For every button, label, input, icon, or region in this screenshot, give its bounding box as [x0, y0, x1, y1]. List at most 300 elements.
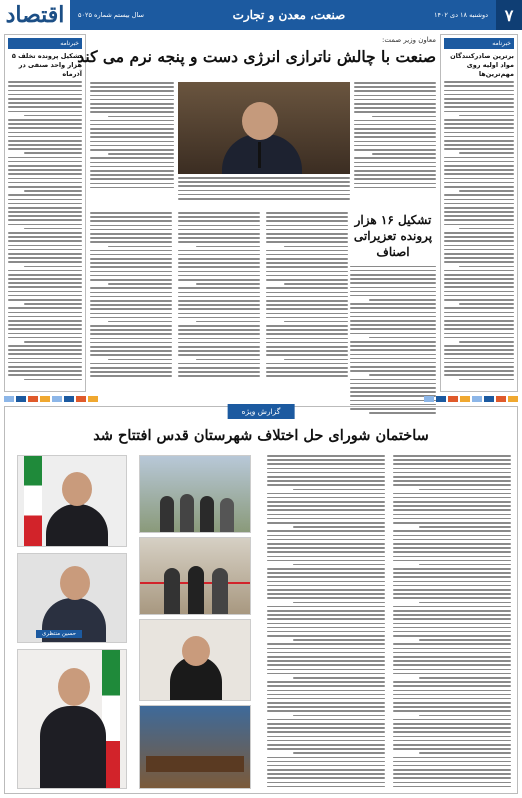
text-line [393, 623, 511, 625]
text-line [354, 82, 436, 84]
text-line [8, 148, 82, 150]
text-line [8, 111, 82, 113]
text-line [267, 702, 385, 704]
text-line [8, 144, 82, 146]
text-line [90, 225, 172, 227]
text-line [444, 374, 514, 376]
text-line [350, 341, 436, 343]
text-line [267, 635, 385, 637]
text-line [393, 656, 511, 658]
text-line [444, 353, 514, 355]
text-line [266, 317, 348, 319]
text-line [444, 85, 514, 87]
text-line [266, 350, 348, 352]
left-news-column [4, 34, 86, 392]
second-story-title: تشکیل ۱۶ هزار پرونده تعزیراتی اصناف [353, 213, 433, 260]
text-line [8, 178, 82, 180]
text-line [393, 673, 511, 675]
text-line [178, 237, 260, 239]
text-line [108, 153, 174, 155]
text-line [90, 296, 172, 298]
text-line [350, 291, 436, 293]
text-line [267, 623, 385, 625]
text-line [267, 539, 385, 541]
second-story [350, 212, 436, 414]
text-line [267, 543, 385, 545]
text-line [444, 278, 514, 280]
text-line [267, 748, 385, 750]
text-line [267, 547, 385, 549]
text-line [8, 127, 82, 129]
text-line [444, 211, 514, 213]
text-line [267, 631, 385, 633]
text-line [266, 367, 348, 369]
text-line [266, 329, 348, 331]
text-line [354, 111, 436, 113]
text-line [267, 585, 385, 587]
portrait-photo-3 [17, 649, 127, 789]
text-line [459, 379, 514, 381]
text-line [444, 236, 514, 238]
text-line [266, 271, 348, 273]
text-line [267, 484, 385, 486]
text-line [8, 123, 82, 125]
text-line [8, 106, 82, 108]
text-line [266, 220, 348, 222]
text-line [8, 316, 82, 318]
text-line [90, 317, 172, 319]
text-line [178, 177, 350, 179]
text-line [354, 95, 436, 97]
text-line [393, 606, 511, 608]
ribbon-cutting-photo [139, 537, 251, 615]
text-line [459, 152, 514, 154]
divider-strip [4, 396, 518, 404]
text-line [393, 497, 511, 499]
text-line [350, 320, 436, 322]
text-line [266, 279, 348, 281]
text-line [90, 95, 174, 97]
text-line [444, 106, 514, 108]
text-line [8, 349, 82, 351]
text-line [178, 346, 260, 348]
text-line [393, 643, 511, 645]
text-line [196, 321, 260, 323]
text-line [8, 337, 82, 339]
text-line [90, 124, 174, 126]
text-line [266, 338, 348, 340]
text-line [350, 324, 436, 326]
text-line [24, 303, 82, 305]
text-line [90, 350, 172, 352]
text-line [267, 463, 385, 465]
text-line [393, 740, 511, 742]
text-line [90, 279, 172, 281]
text-line [267, 551, 385, 553]
text-line [178, 275, 260, 277]
text-line [444, 253, 514, 255]
text-line [354, 145, 436, 147]
text-line [369, 374, 436, 376]
text-line [267, 589, 385, 591]
story-text-right [354, 82, 436, 188]
text-line [266, 237, 348, 239]
text-line [90, 354, 172, 356]
text-line [444, 161, 514, 163]
text-line [350, 366, 436, 368]
text-line [354, 170, 436, 172]
text-line [419, 489, 511, 491]
text-line [444, 90, 514, 92]
text-line [350, 328, 436, 330]
text-line [444, 328, 514, 330]
text-line [266, 254, 348, 256]
text-line [267, 472, 385, 474]
text-line [267, 685, 385, 687]
text-line [293, 489, 385, 491]
text-line [178, 266, 260, 268]
text-line [372, 153, 436, 155]
text-line [393, 585, 511, 587]
text-line [267, 656, 385, 658]
text-line [393, 710, 511, 712]
text-line [267, 786, 385, 788]
text-line [459, 115, 514, 117]
header-issue: سال بیستم شماره ۵۰۲۵ [78, 11, 144, 19]
strip-block [508, 396, 518, 402]
text-line [90, 237, 172, 239]
text-line [267, 610, 385, 612]
text-line [266, 325, 348, 327]
text-line [393, 468, 511, 470]
text-line [90, 107, 174, 109]
text-line [8, 270, 82, 272]
report-text-right [393, 455, 511, 787]
text-line [24, 228, 82, 230]
text-line [90, 132, 174, 134]
text-line [90, 287, 172, 289]
text-line [266, 241, 348, 243]
text-line [393, 681, 511, 683]
text-line [90, 136, 174, 138]
text-line [267, 652, 385, 654]
text-line [108, 116, 174, 118]
text-line [350, 383, 436, 385]
text-line [393, 543, 511, 545]
text-line [8, 299, 82, 301]
text-line [266, 296, 348, 298]
text-line [444, 111, 514, 113]
text-line [267, 480, 385, 482]
text-line [350, 345, 436, 347]
text-line [267, 723, 385, 725]
text-line [444, 81, 514, 83]
text-line [266, 308, 348, 310]
text-line [8, 358, 82, 360]
text-line [90, 111, 174, 113]
text-line [393, 631, 511, 633]
meeting-photo [139, 705, 251, 789]
header-band [70, 0, 496, 30]
text-line [267, 643, 385, 645]
text-line [8, 312, 82, 314]
text-line [393, 501, 511, 503]
text-line [267, 710, 385, 712]
text-line [350, 316, 436, 318]
text-line [178, 233, 260, 235]
text-line [444, 169, 514, 171]
text-line [444, 165, 514, 167]
text-line [266, 266, 348, 268]
text-line [393, 493, 511, 495]
text-line [196, 246, 260, 248]
text-line [8, 274, 82, 276]
page-number: ۷ [496, 0, 522, 30]
text-line [350, 387, 436, 389]
text-line [90, 241, 172, 243]
text-line [444, 282, 514, 284]
text-line [90, 266, 172, 268]
text-line [444, 203, 514, 205]
text-line [444, 362, 514, 364]
text-line [444, 182, 514, 184]
text-line [444, 119, 514, 121]
text-line [267, 556, 385, 558]
text-line [393, 505, 511, 507]
text-line [8, 140, 82, 142]
text-line [444, 199, 514, 201]
text-line [267, 606, 385, 608]
text-line [393, 480, 511, 482]
text-line [90, 333, 172, 335]
text-line [24, 190, 82, 192]
text-line [8, 81, 82, 83]
text-line [350, 333, 436, 335]
text-line [393, 476, 511, 478]
text-line [8, 291, 82, 293]
text-line [444, 274, 514, 276]
section-title: صنعت، معدن و تجارت [232, 8, 346, 22]
text-line [178, 363, 260, 365]
text-line [267, 648, 385, 650]
text-line [24, 266, 82, 268]
text-line [419, 639, 511, 641]
text-line [393, 509, 511, 511]
text-line [266, 275, 348, 277]
text-line [293, 715, 385, 717]
text-line [284, 359, 348, 361]
text-line [267, 773, 385, 775]
special-report [4, 406, 518, 794]
text-line [293, 602, 385, 604]
text-line [267, 505, 385, 507]
text-line [267, 698, 385, 700]
text-line [293, 752, 385, 754]
portrait-photo-1 [17, 455, 127, 547]
text-line [267, 568, 385, 570]
text-line [90, 212, 172, 214]
text-line [178, 262, 260, 264]
text-line [393, 744, 511, 746]
text-line [178, 190, 350, 192]
strip-block [52, 396, 62, 402]
text-line [178, 371, 260, 373]
text-line [8, 169, 82, 171]
text-line [267, 518, 385, 520]
text-line [266, 333, 348, 335]
text-line [350, 391, 436, 393]
column-text [444, 81, 514, 380]
text-line [419, 677, 511, 679]
name-tag: حسین منتظری [36, 630, 82, 638]
strip-block [88, 396, 98, 402]
text-line [90, 275, 172, 277]
text-line [90, 254, 172, 256]
text-line [90, 346, 172, 348]
text-line [444, 270, 514, 272]
text-line [178, 367, 260, 369]
text-line [178, 308, 260, 310]
text-line [266, 229, 348, 231]
text-line [267, 777, 385, 779]
text-line [393, 551, 511, 553]
text-line [90, 86, 174, 88]
text-line [8, 295, 82, 297]
text-line [444, 94, 514, 96]
text-line [108, 359, 172, 361]
text-line [267, 765, 385, 767]
strip-block [472, 396, 482, 402]
text-line [90, 292, 172, 294]
text-line [393, 618, 511, 620]
text-line [354, 149, 436, 151]
text-line [444, 312, 514, 314]
text-line [444, 136, 514, 138]
text-line [350, 270, 436, 272]
text-line [267, 459, 385, 461]
text-line [393, 769, 511, 771]
text-line [444, 224, 514, 226]
text-line [178, 198, 350, 200]
text-line [267, 681, 385, 683]
column-head: خبرنامه [8, 38, 82, 49]
text-line [8, 282, 82, 284]
report-headline: ساختمان شورای حل اختلاف شهرستان قدس افتتاح شد [93, 427, 429, 444]
text-line [178, 300, 260, 302]
text-line [393, 702, 511, 704]
text-line [267, 664, 385, 666]
text-line [267, 744, 385, 746]
text-line [266, 287, 348, 289]
strip-block [16, 396, 26, 402]
text-line [178, 296, 260, 298]
text-line [393, 736, 511, 738]
strip-block [424, 396, 434, 402]
text-line [267, 530, 385, 532]
column-head: خبرنامه [444, 38, 514, 49]
text-line [8, 257, 82, 259]
text-line [393, 719, 511, 721]
text-line [444, 207, 514, 209]
text-line [8, 173, 82, 175]
text-line [393, 610, 511, 612]
text-line [444, 349, 514, 351]
text-line [178, 229, 260, 231]
story-photo [178, 82, 350, 174]
text-line [393, 765, 511, 767]
text-line [90, 271, 172, 273]
text-line [8, 320, 82, 322]
story-text-left [90, 82, 174, 188]
photo-caption [178, 177, 350, 200]
text-line [293, 564, 385, 566]
text-line [267, 576, 385, 578]
text-line [90, 162, 174, 164]
text-line [267, 669, 385, 671]
text-line [8, 374, 82, 376]
text-line [354, 90, 436, 92]
text-line [90, 157, 174, 159]
text-line [266, 363, 348, 365]
text-line [444, 98, 514, 100]
text-line [372, 116, 436, 118]
text-line [178, 220, 260, 222]
text-line [393, 597, 511, 599]
text-line [350, 358, 436, 360]
text-line [90, 250, 172, 252]
text-line [266, 233, 348, 235]
text-line [90, 325, 172, 327]
ceremony-photo [139, 455, 251, 533]
text-line [24, 341, 82, 343]
text-line [267, 514, 385, 516]
text-line [350, 303, 436, 305]
text-line [267, 660, 385, 662]
text-line [350, 287, 436, 289]
text-line [444, 178, 514, 180]
text-line [444, 102, 514, 104]
text-line [90, 170, 174, 172]
strip-block [4, 396, 14, 402]
text-line [90, 338, 172, 340]
text-line [8, 199, 82, 201]
strip-block [40, 396, 50, 402]
text-line [90, 329, 172, 331]
text-line [90, 141, 174, 143]
text-line [444, 240, 514, 242]
text-line [267, 560, 385, 562]
text-line [90, 371, 172, 373]
text-line [354, 183, 436, 185]
text-line [444, 295, 514, 297]
text-line [8, 366, 82, 368]
text-line [8, 186, 82, 188]
text-line [393, 589, 511, 591]
text-line [444, 337, 514, 339]
story-headline: صنعت با چالش ناترازی انرژی دست و پنجه نرم می کند [77, 47, 436, 66]
text-line [178, 338, 260, 340]
text-line [90, 262, 172, 264]
text-line [444, 186, 514, 188]
text-line [108, 321, 172, 323]
text-line [293, 677, 385, 679]
text-line [178, 216, 260, 218]
strip-block [28, 396, 38, 402]
text-line [8, 215, 82, 217]
text-line [444, 232, 514, 234]
text-line [178, 181, 350, 183]
text-line [90, 178, 174, 180]
